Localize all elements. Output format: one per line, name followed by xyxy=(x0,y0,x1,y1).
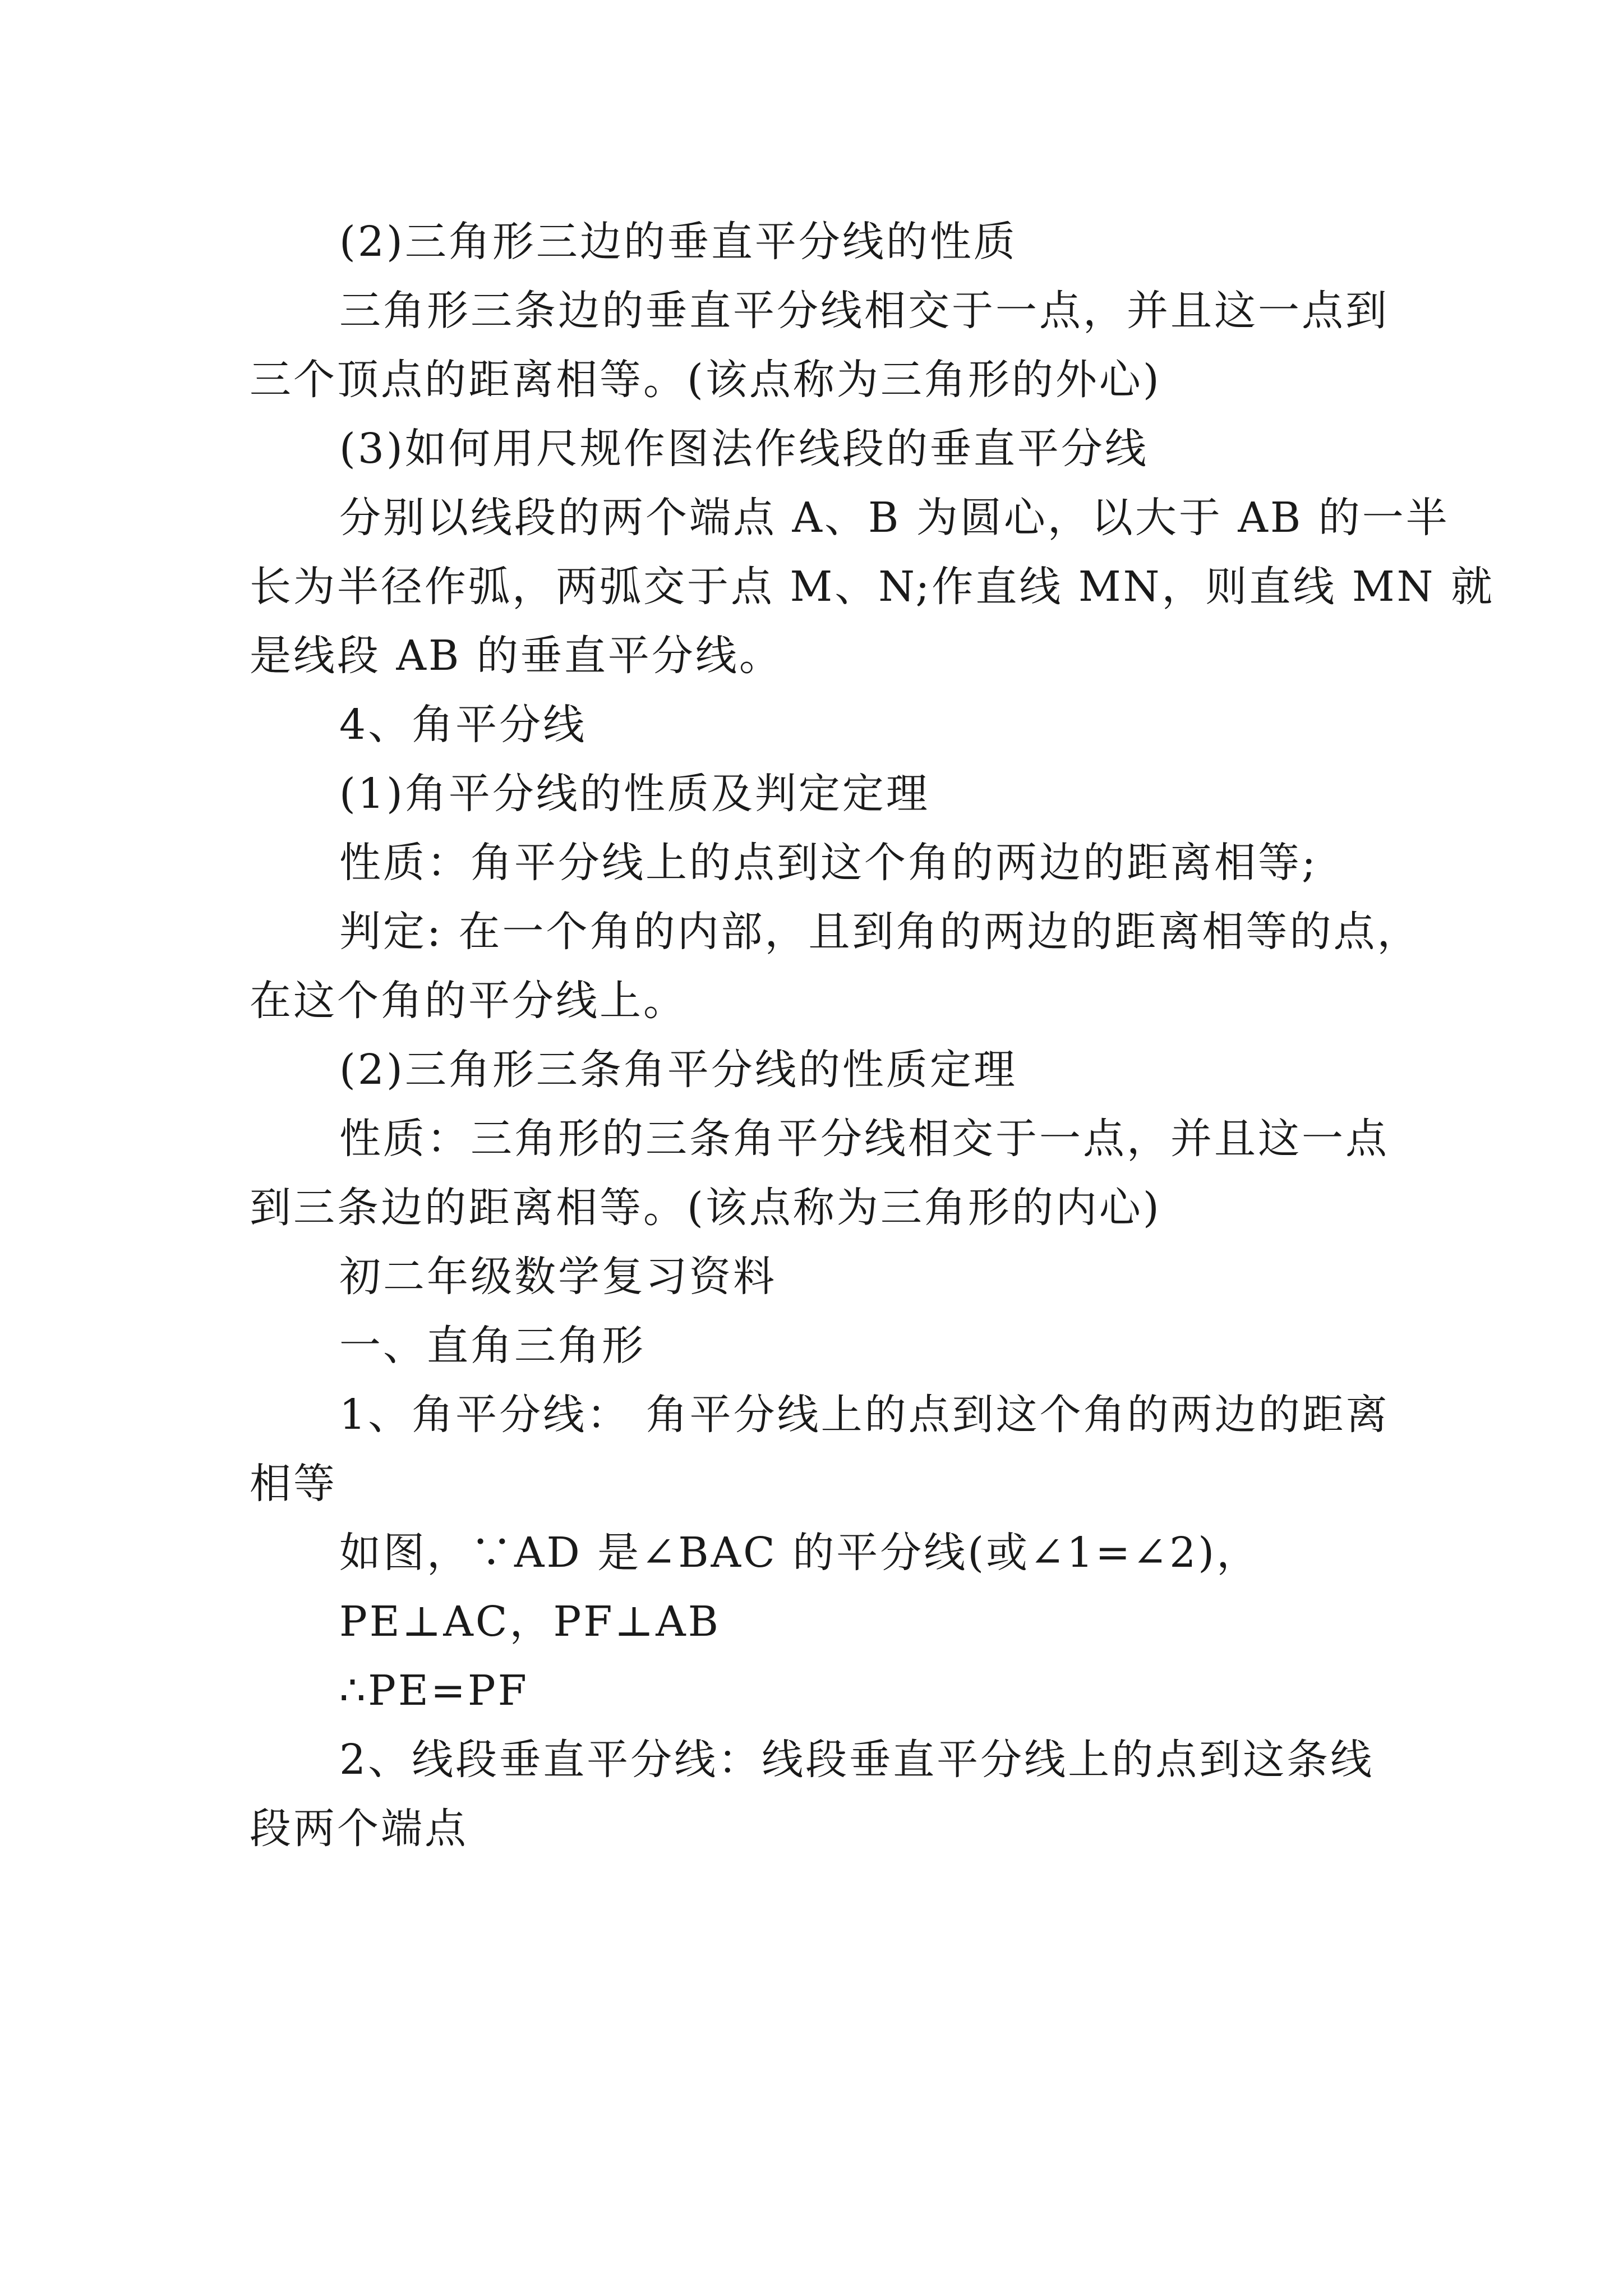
paragraph-first-line: ∴PE=PF xyxy=(339,1667,529,1715)
paragraph-first-line: (3)如何用尺规作图法作线段的垂直平分线 xyxy=(339,425,1149,473)
text-paragraph xyxy=(250,1519,1388,1588)
paragraph-first-line: (1)角平分线的性质及判定定理 xyxy=(339,770,930,818)
paragraph-first-line: 性质：角平分线上的点到这个角的两边的距离相等; xyxy=(339,839,1318,887)
paragraph-first-line: (2)三角形三条角平分线的性质定理 xyxy=(339,1046,1017,1094)
paragraph-continuation-line: 三个顶点的距离相等。(该点称为三角形的外心) xyxy=(250,356,1161,404)
text-paragraph xyxy=(250,1588,1388,1657)
paragraph-first-line: 2、线段垂直平分线：线段垂直平分线上的点到这条线 xyxy=(339,1736,1375,1784)
text-paragraph xyxy=(250,829,1388,898)
paragraph-continuation-line: 长为半径作弧，两弧交于点 M、N;作直线 MN，则直线 MN 就 xyxy=(250,563,1495,611)
paragraph-first-line: 1、角平分线： 角平分线上的点到这个角的两边的距离 xyxy=(339,1391,1390,1439)
paragraph-first-line: 判定: 在一个角的内部，且到角的两边的距离相等的点， xyxy=(339,908,1421,956)
paragraph-first-line: 一、直角三角形 xyxy=(339,1322,645,1370)
paragraph-first-line: 4、角平分线 xyxy=(339,701,587,749)
paragraph-continuation-line: 相等 xyxy=(250,1460,337,1508)
text-paragraph xyxy=(250,1312,1388,1381)
text-paragraph xyxy=(250,1243,1388,1312)
paragraph-first-line: 如图，∵AD 是∠BAC 的平分线(或∠1=∠2)， xyxy=(339,1529,1261,1577)
text-paragraph xyxy=(250,484,1495,691)
paragraph-continuation-line: 到三条边的距离相等。(该点称为三角形的内心) xyxy=(250,1184,1161,1232)
paragraph-first-line: 三角形三条边的垂直平分线相交于一点，并且这一点到 xyxy=(339,287,1389,335)
text-paragraph xyxy=(250,208,1388,277)
text-paragraph xyxy=(250,898,1421,1036)
text-paragraph xyxy=(250,1381,1388,1519)
document-body xyxy=(250,208,1495,1864)
paragraph-continuation-line: 在这个角的平分线上。 xyxy=(250,977,687,1025)
text-paragraph xyxy=(250,1105,1388,1243)
text-paragraph xyxy=(250,1726,1388,1864)
text-paragraph xyxy=(250,277,1388,415)
paragraph-first-line: (2)三角形三边的垂直平分线的性质 xyxy=(339,218,1017,266)
paragraph-first-line: PE⊥AC，PF⊥AB xyxy=(339,1598,721,1646)
text-paragraph xyxy=(250,415,1388,484)
paragraph-continuation-line: 是线段 AB 的垂直平分线。 xyxy=(250,632,783,680)
paragraph-first-line: 性质：三角形的三条角平分线相交于一点，并且这一点 xyxy=(339,1115,1389,1163)
text-paragraph xyxy=(250,691,1388,760)
paragraph-continuation-line: 段两个端点 xyxy=(250,1805,468,1853)
paragraph-first-line: 分别以线段的两个端点 A、B 为圆心，以大于 AB 的一半 xyxy=(339,494,1450,542)
paragraph-first-line: 初二年级数学复习资料 xyxy=(339,1253,777,1301)
text-paragraph xyxy=(250,1036,1388,1105)
text-paragraph xyxy=(250,760,1388,829)
text-paragraph xyxy=(250,1657,1388,1726)
